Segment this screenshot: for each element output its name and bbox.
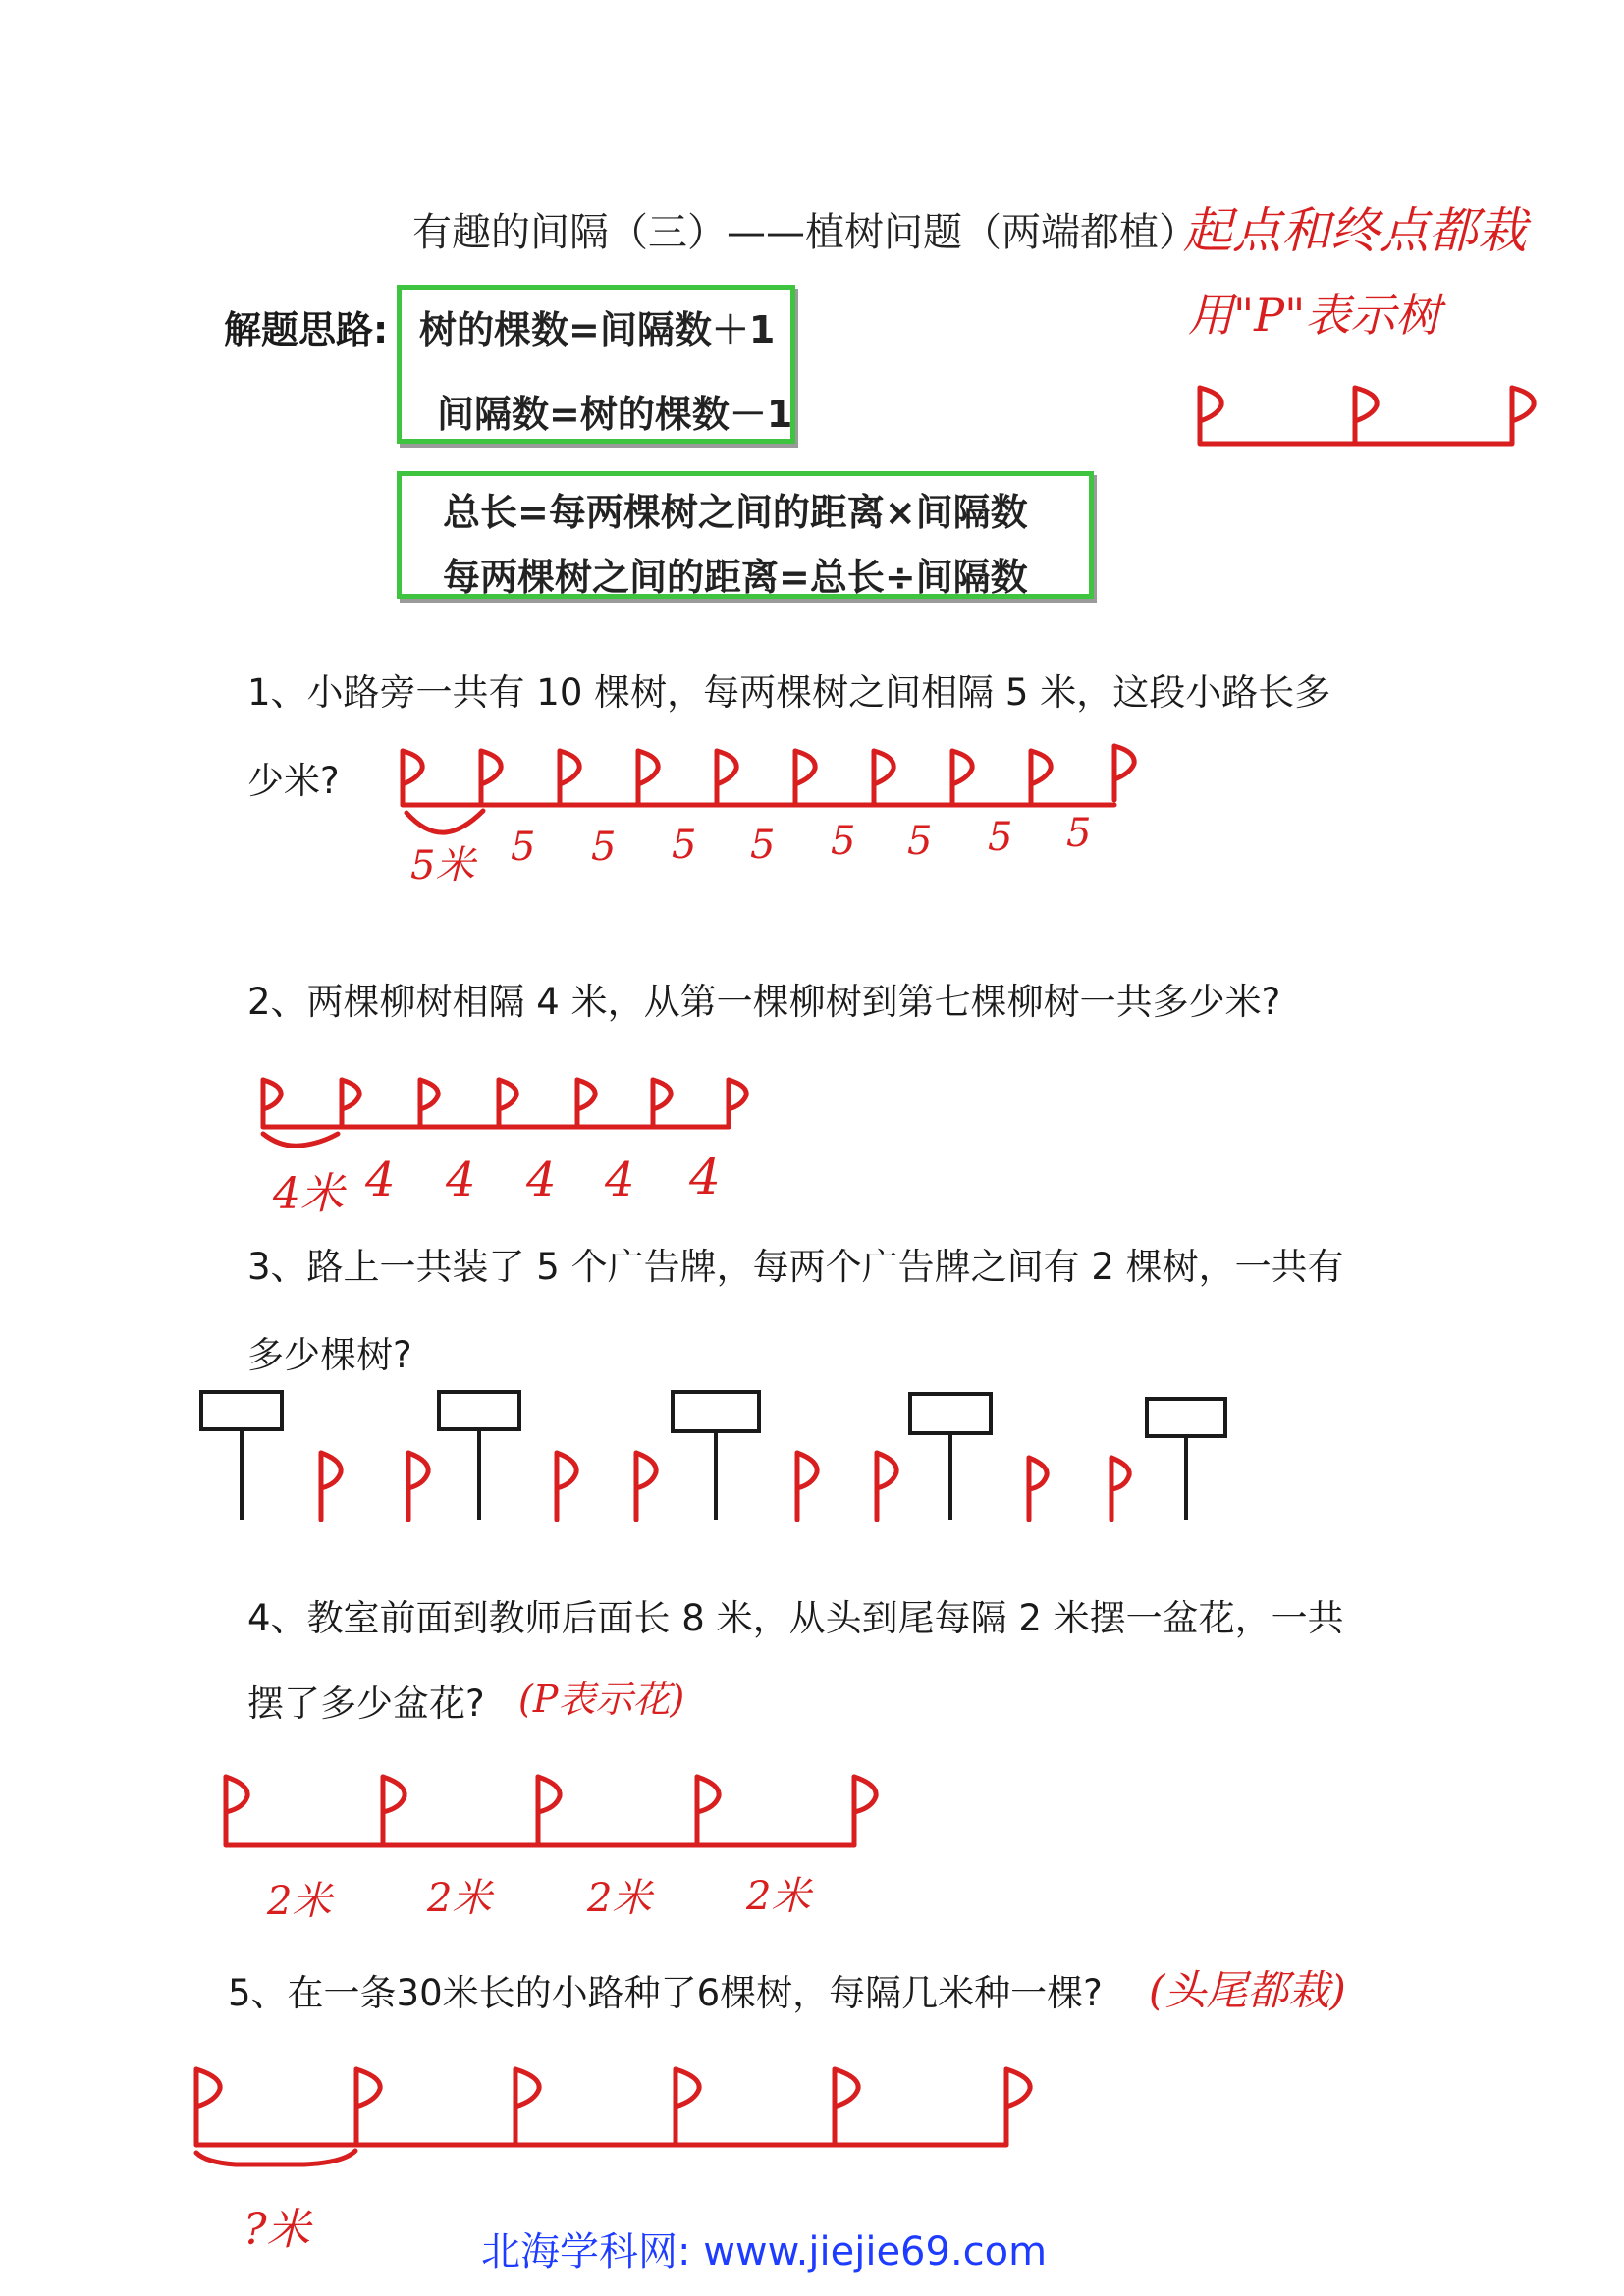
legend-flag-diagram — [1200, 388, 1534, 444]
footer-website: 北海学科网: www.jiejie69.com — [481, 2229, 1048, 2274]
q4-diagram — [226, 1777, 876, 1845]
q2-label: 4 — [446, 1152, 476, 1207]
q5-handwritten-note: (头尾都栽) — [1149, 1966, 1346, 2014]
q2-diagram — [263, 1080, 746, 1146]
title-handwritten-note: 起点和终点都栽 — [1183, 202, 1527, 259]
q4-handwritten-note: (P表示花) — [518, 1678, 685, 1721]
q3-text-line1: 3、路上一共装了 5 个广告牌，每两个广告牌之间有 2 棵树，一共有 — [247, 1246, 1344, 1288]
q1-label: 5 — [1066, 811, 1092, 856]
q2-brace — [263, 1134, 338, 1146]
q3-billboards — [201, 1392, 1225, 1520]
q2-text-line1: 2、两棵柳树相隔 4 米，从第一棵柳树到第七棵柳树一共多少米? — [247, 981, 1281, 1023]
q5-brace — [196, 2151, 355, 2164]
q1-diagram — [403, 746, 1134, 832]
q1-label: 5 — [831, 819, 856, 864]
q1-label-first: 5米 — [410, 843, 475, 888]
q1-brace — [406, 811, 483, 832]
q4-text-line2: 摆了多少盆花? — [247, 1682, 485, 1725]
formula-total-length: 总长=每两棵树之间的距离×间隔数 — [443, 491, 1028, 534]
method-label: 解题思路: — [224, 308, 389, 351]
legend-handwritten-note: 用"P"表示树 — [1188, 289, 1441, 342]
q2-label: 4 — [605, 1152, 635, 1207]
q4-label: 2米 — [267, 1879, 332, 1924]
q1-text-line1: 1、小路旁一共有 10 棵树，每两棵树之间相隔 5 米，这段小路长多 — [247, 671, 1331, 714]
q2-label: 4 — [526, 1152, 557, 1207]
page-title: 有趣的间隔（三）——植树问题（两端都植） — [412, 210, 1198, 255]
q1-label: 5 — [511, 825, 536, 870]
formula-intervals: 间隔数=树的棵数－1 — [437, 393, 793, 436]
q4-label: 2米 — [427, 1876, 492, 1921]
q1-text-line2: 少米? — [247, 760, 340, 802]
q5-label: ?米 — [244, 2205, 310, 2255]
q1-label: 5 — [591, 825, 617, 870]
q1-label: 5 — [907, 819, 933, 864]
q1-label: 5 — [672, 823, 697, 868]
q2-label: 4 — [365, 1152, 396, 1207]
q2-label: 4 — [689, 1148, 721, 1205]
q1-label: 5 — [988, 815, 1013, 860]
q4-label: 2米 — [587, 1876, 652, 1921]
formula-trees: 树的棵数=间隔数＋1 — [419, 308, 776, 351]
formula-distance: 每两棵树之间的距离=总长÷间隔数 — [443, 556, 1028, 599]
q2-label-first: 4米 — [273, 1169, 344, 1219]
q4-text-line1: 4、教室前面到教师后面长 8 米，从头到尾每隔 2 米摆一盆花，一共 — [247, 1597, 1344, 1639]
q1-label: 5 — [750, 823, 776, 868]
q3-flags — [321, 1453, 1129, 1520]
q5-text-line1: 5、在一条30米长的小路种了6棵树，每隔几米种一棵? — [228, 1972, 1103, 2014]
q5-diagram — [196, 2069, 1030, 2164]
q4-label: 2米 — [746, 1874, 811, 1919]
q3-text-line2: 多少棵树? — [247, 1334, 412, 1376]
